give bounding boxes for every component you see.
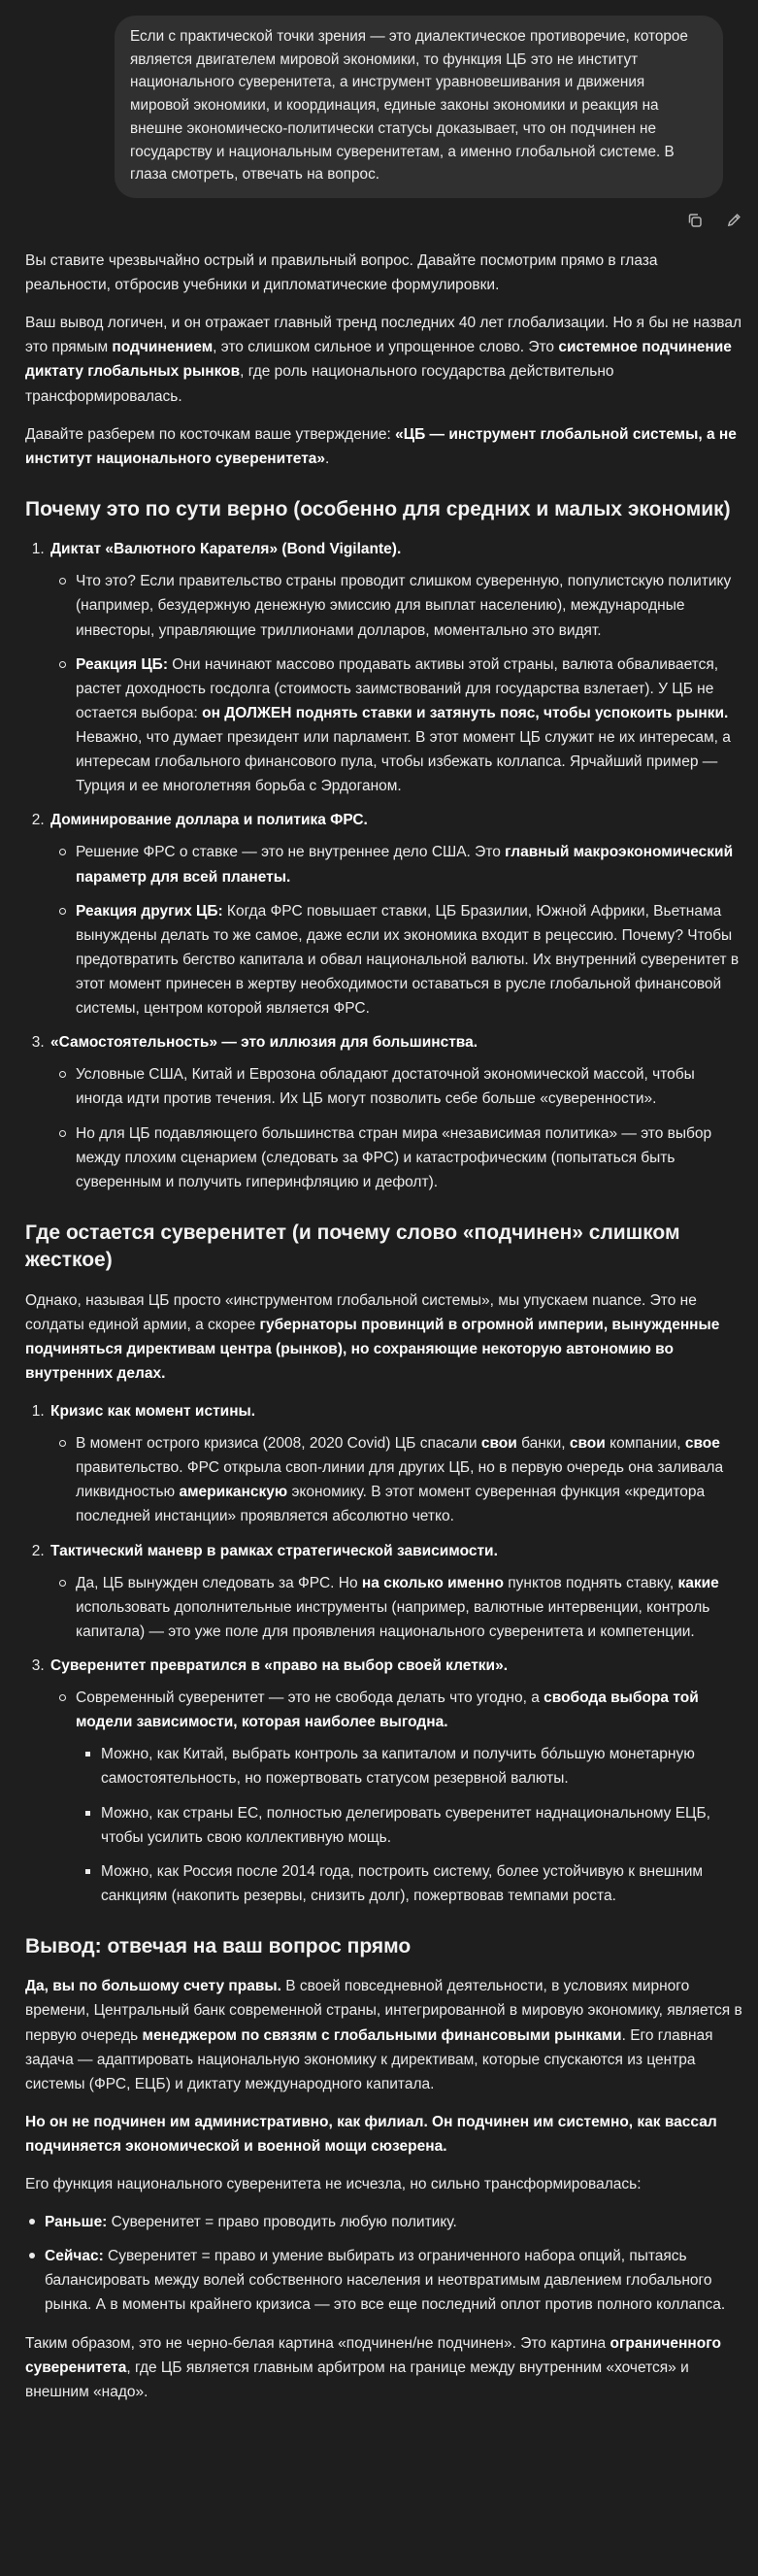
bold-text: менеджером по связям с глобальными финансовыми рынками [142,2026,622,2044]
item-title: Кризис как момент истины. [50,1402,256,1420]
item-title: Доминирование доллара и политика ФРС. [50,812,368,829]
sub-item [76,1686,743,1908]
why-list [25,537,743,1194]
bullet-item [45,2244,743,2317]
sub-item [76,652,743,799]
user-message-text: Если с практической точки зрения — это диалектическое противоречие, которое является двигателем мировой экономики, то функция ЦБ это не институт национального суверенитета, а инструмент уравновешивания и движения мировой экономики, и координация, единые законы экономики и реакция на внешне экономическо-политически статусы доказывает, что он подчинен не государству и национальным суверенитетам, а именно глобальной системе. В глаза смотреть, отвечать на вопрос. [130,28,688,184]
bold-text: системное подчинение диктату глобальных рынков [25,339,732,381]
text-run: компании, [605,1435,685,1453]
bold-text: Реакция других ЦБ: [76,902,223,920]
sub-item [76,1431,743,1528]
sub-item [76,1121,743,1194]
numbered-item [49,1030,743,1194]
text-run: . [325,450,330,467]
paragraph [25,422,743,471]
bold-text: подчинением [112,339,214,356]
nested-item: Можно, как Россия после 2014 года, построить систему, более устойчивую к внешним санкциям (накопить резервы, снизить долг), пожертвовав темпами роста. [101,1859,743,1908]
sub-list [50,1686,743,1908]
bold-text: губернаторы провинций в огромной империи, вынужденные подчиняться директивам центра (рынков), но сохраняющие некоторую автономию во внутренних делах. [25,1316,720,1382]
nested-item: Можно, как страны ЕС, полностью делегировать суверенитет наднациональному ЕЦБ, чтобы усилить свою коллективную мощь. [101,1801,743,1850]
item-title: Суверенитет превратился в «право на выбор своей клетки». [50,1656,508,1674]
numbered-item [49,1654,743,1908]
copy-icon[interactable] [686,212,704,229]
bold-text: американскую [179,1484,288,1501]
numbered-item [49,1539,743,1644]
item-title: Диктат «Валютного Карателя» (Bond Vigilante). [50,541,402,558]
text-run: Таким образом, это не черно-белая картина «подчинен/не подчинен». Это картина [25,2334,610,2352]
section-heading-conclusion: Вывод: отвечая на ваш вопрос прямо [25,1934,412,1957]
text-run: Давайте разберем по косточкам ваше утверждение: [25,425,396,443]
nested-item: Можно, как Китай, выбрать контроль за капиталом и получить бóльшую монетарную самостоятельность, но пожертвовать статусом резервной валюты. [101,1742,743,1790]
section-heading-why: Почему это по сути верно (особенно для средних и малых экономик) [25,497,731,520]
text-run: использовать дополнительные инструменты (например, валютные интервенции, контроль капитала) — это уже поле для проявления национального суверенитета и компетенции. [76,1598,710,1640]
numbered-item [49,808,743,1020]
text-run: Современный суверенитет — это не свобода делать что угодно, а [76,1689,544,1707]
section-heading-where: Где остается суверенитет (и почему слово «подчинен» слишком жесткое) [25,1221,680,1272]
text-run: Однако, называя ЦБ просто «инструментом глобальной системы», мы упускаем nuance. Это не солдаты единой армии, а скорее [25,1291,697,1333]
paragraph [25,2110,743,2158]
text-run: Но для ЦБ подавляющего большинства стран мира «независимая политика» — это выбор между плохим сценарием (следовать за ФРС) и катастрофическим (попытаться быть суверенным и получить гиперинфляцию и дефолт). [76,1124,712,1190]
paragraph: Вы ставите чрезвычайно острый и правильный вопрос. Давайте посмотрим прямо в глаза реальности, отбросив учебники и дипломатические формулировки. [25,252,658,294]
paragraph [25,2331,743,2404]
bold-text: свое [684,1435,720,1453]
sub-list [50,1431,743,1528]
bold-text: свои [480,1435,517,1453]
bold-text: какие [677,1574,719,1591]
bold-text: на сколько именно [361,1574,504,1591]
bullet-list [25,2210,743,2317]
text-run: Да, ЦБ вынужден следовать за ФРС. Но [76,1574,362,1591]
text-run: Они начинают массово продавать активы этой страны, валюта обваливается, растет доходность госдолга (стоимость заимствований для государства взлетает). У ЦБ не остается выбора: [76,655,719,721]
bold-text: ограниченного суверенитета [25,2334,721,2376]
paragraph [25,1288,743,1386]
text-run: Что это? Если правительство страны проводит слишком суверенную, популистскую политику (например, безудержную денежную эмиссию для выплат населению), международные инвесторы, управляющие триллионами долларов, моментально это видят. [76,573,732,639]
text-run: банки, [516,1435,570,1453]
text-run: Когда ФРС повышает ставки, ЦБ Бразилии, Южной Африки, Вьетнама вынуждены делать то же самое, даже если их экономика входит в рецессию. Почему? Чтобы предотвратить бегство капитала и обвал национальной валюты. Их внутренний суверенитет в этот момент принесен в жертву необходимости оставаться в русле глобальной финансовой системы, центром которой является ФРС. [76,902,740,1018]
text-run: правительство. ФРС открыла своп-линии для других ЦБ, но в первую очередь она заливала ликвидностью [76,1459,724,1501]
text-run: Неважно, что думает президент или парламент. В этот момент ЦБ служит не их интересам, а интересам глобального финансового пула, чтобы избежать коллапса. Ярчайший пример — Турция и ее многолетняя борьба с Эрдоганом. [76,728,731,795]
text-run: , где ЦБ является главным арбитром на границе между внутренним «хочется» и внешним «надо». [25,2359,689,2400]
bold-text: «ЦБ — инструмент глобальной системы, а не институт национального суверенитета» [25,425,737,467]
sub-item [76,569,743,642]
bold-text: свои [569,1435,606,1453]
text-run: В своей повседневной деятельности, в условиях мирного времени, Центральный банк современной страны, интегрированной в мировую экономику, является в первую очередь [25,1978,742,2044]
message-actions [686,212,742,229]
text-run: Решение ФРС о ставке — это не внутреннее дело США. Это [76,844,506,861]
numbered-item [49,1399,743,1529]
where-list [25,1399,743,1908]
text-run: Суверенитет = право проводить любую политику. [107,2214,457,2231]
text-run: . Его главная задача — адаптировать национальную экономику к директивам, которые спускаются из центра системы (ФРС, ЕЦБ) и диктату международного капитала. [25,2026,713,2092]
nested-list [76,1742,743,1908]
edit-icon[interactable] [725,212,742,229]
bold-text: он ДОЛЖЕН поднять ставки и затянуть пояс, чтобы успокоить рынки. [202,704,729,721]
paragraph: Его функция национального суверенитета не исчезла, но сильно трансформировалась: [25,2176,642,2193]
bold-text: свобода выбора той модели зависимости, которая наиболее выгодна. [76,1689,699,1731]
user-message-bubble [115,16,723,198]
paragraph [25,311,743,408]
bold-text: Сейчас: [45,2248,104,2265]
numbered-item [49,537,743,798]
assistant-response [25,249,743,2418]
bold-text: Но он не подчинен им административно, как филиал. Он подчинен им системно, как вассал подчиняется экономической и военной мощи сюзерена. [25,2113,717,2155]
item-title: «Самостоятельность» — это иллюзия для большинства. [50,1034,478,1052]
sub-item [76,1062,743,1111]
sub-list [50,569,743,798]
text-run: пунктов поднять ставку, [503,1574,678,1591]
sub-list [50,840,743,1020]
bold-text: Раньше: [45,2214,108,2231]
text-run: В момент острого кризиса (2008, 2020 Covid) ЦБ спасали [76,1435,481,1453]
text-run: экономику. В этот момент суверенная функция «кредитора последней инстанции» проявляется абсолютно четко. [76,1484,706,1525]
sub-item [76,1571,743,1644]
sub-list [50,1062,743,1194]
text-run: Суверенитет = право и умение выбирать из ограниченного набора опций, пытаясь балансировать между волей собственного населения и неотвратимым давлением глобального рынка. А в моменты крайнего кризиса — это все еще последний оплот против полного коллапса. [45,2248,726,2314]
bold-text: главный макроэкономический параметр для всей планеты. [76,844,734,886]
sub-list [50,1571,743,1644]
bullet-item [45,2210,743,2234]
text-run: Условные США, Китай и Еврозона обладают достаточной экономической массой, чтобы иногда идти против течения. Их ЦБ могут позволить себе больше «суверенности». [76,1066,695,1108]
text-run: , это слишком сильное и упрощенное слово. Это [213,339,559,356]
text-run: Ваш вывод логичен, и он отражает главный тренд последних 40 лет глобализации. Но я бы не назвал это прямым [25,315,742,356]
bold-text: Реакция ЦБ: [76,655,168,673]
text-run: , где роль национального государства действительно трансформировалась. [25,363,614,405]
sub-item [76,840,743,888]
item-title: Тактический маневр в рамках стратегической зависимости. [50,1542,498,1559]
paragraph [25,1974,743,2096]
bold-text: Да, вы по большому счету правы. [25,1978,281,1995]
sub-item [76,899,743,1021]
